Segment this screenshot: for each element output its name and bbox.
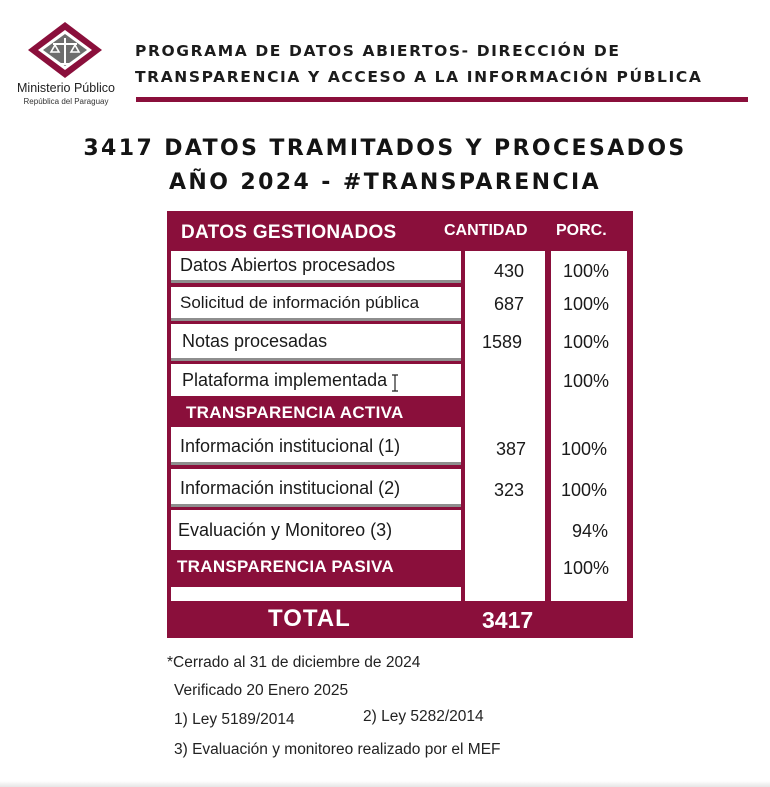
total-label: TOTAL: [268, 605, 351, 632]
page-title-line-1: 3417 DATOS TRAMITADOS Y PROCESADOS: [83, 136, 687, 161]
note-verificado: Verificado 20 Enero 2025: [174, 682, 349, 699]
col-header-cantidad: CANTIDAD: [444, 222, 528, 239]
header-divider: [136, 97, 748, 102]
row-label: Notas procesadas: [182, 331, 328, 351]
porc-value: 100%: [563, 261, 610, 281]
logo-subtitle: República del Paraguay: [23, 97, 109, 106]
logo: [10, 20, 120, 110]
row-label: Datos Abiertos procesados: [180, 255, 396, 275]
porc-value: 100%: [563, 294, 610, 314]
row-label: Información institucional (1): [180, 436, 401, 456]
cantidad-value: 1589: [482, 332, 523, 352]
page-title: [0, 132, 770, 200]
col-header-datos: DATOS GESTIONADOS: [181, 222, 397, 243]
row-name-pasiva-blank: [171, 587, 461, 601]
page-bottom-edge: [0, 781, 770, 787]
row-name-info-2: [171, 469, 461, 507]
note-ley-2: 2) Ley 5282/2014: [363, 708, 484, 725]
porc-value: 100%: [563, 332, 610, 352]
header-title-line-2: TRANSPARENCIA Y ACCESO A LA INFORMACIÓN PÚBLICA: [135, 68, 703, 86]
cantidad-value: 687: [494, 294, 525, 314]
page-title-line-2: AÑO 2024 - #TRANSPARENCIA: [168, 170, 601, 195]
porc-value: 94%: [572, 521, 609, 541]
header-title-line-1: PROGRAMA DE DATOS ABIERTOS- DIRECCIÓN DE: [135, 42, 621, 60]
data-table: [167, 211, 633, 638]
row-label: Información institucional (2): [180, 478, 401, 498]
section-transparencia-activa: TRANSPARENCIA ACTIVA: [186, 403, 404, 422]
cantidad-value: 430: [494, 261, 525, 281]
cantidad-value: 387: [496, 439, 527, 459]
logo-name: Ministerio Público: [17, 81, 115, 95]
row-name-evaluacion: [171, 510, 461, 550]
header-title: [135, 38, 702, 90]
porc-value: 100%: [563, 371, 610, 391]
note-mef: 3) Evaluación y monitoreo realizado por el MEF: [174, 741, 501, 758]
row-name-info-1: [171, 427, 461, 465]
note-cerrado: *Cerrado al 31 de diciembre de 2024: [167, 654, 421, 671]
porc-value-pasiva: 100%: [563, 558, 610, 578]
row-name-notas: [171, 324, 461, 361]
note-ley-1: 1) Ley 5189/2014: [174, 711, 295, 728]
row-name-solicitud: [171, 287, 461, 321]
total-value: 3417: [482, 607, 534, 633]
row-label: Plataforma implementada: [182, 370, 388, 390]
row-label: Evaluación y Monitoreo (3): [178, 520, 393, 540]
row-name-datos-abiertos: [171, 251, 461, 283]
porc-value: 100%: [561, 480, 608, 500]
col-header-porc: PORC.: [556, 222, 607, 239]
cantidad-value: 323: [494, 480, 525, 500]
row-name-plataforma: [171, 364, 461, 396]
text-cursor-icon: [391, 374, 399, 392]
row-label: Solicitud de información pública: [180, 293, 420, 312]
section-transparencia-pasiva: TRANSPARENCIA PASIVA: [177, 557, 394, 576]
porc-value: 100%: [561, 439, 608, 459]
ministerio-publico-emblem-icon: [22, 20, 108, 80]
